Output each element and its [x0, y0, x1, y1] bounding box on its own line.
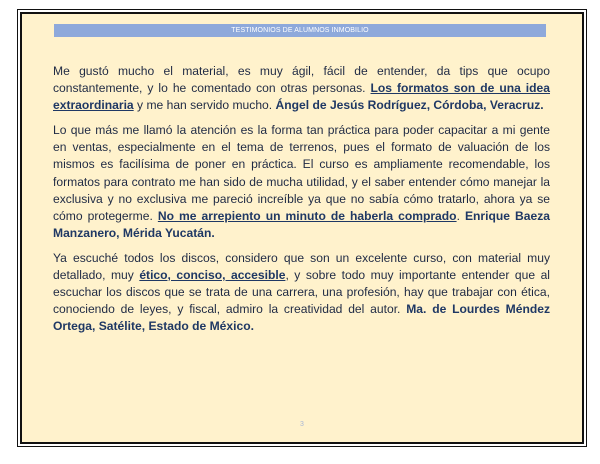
document-header: TESTIMONIOS DE ALUMNOS INMOBILIO — [54, 24, 546, 37]
testimonials-body — [53, 63, 550, 343]
testimonial-text: Ya escuché todos los discos, considero que son un excelente curso, con material muy detallado, muy — [53, 250, 550, 283]
testimonial-paragraph-1 — [53, 63, 550, 114]
page-frame — [20, 12, 584, 444]
testimonial-text: , y sobre todo muy importante entender que al escuchar los discos que se trata de una carrera, una profesión, hay que trabajar con ética, conociendo de leyes, y fiscal, admiro la creatividad del autor. — [53, 268, 550, 317]
testimonial-text: . — [456, 208, 465, 223]
testimonial-highlight: No me arrepiento un minuto de haberla comprado — [157, 208, 457, 223]
testimonial-text: Lo que más me llamó la atención es la forma tan práctica para poder capacitar a mi gente en ventas, especialmente en el tema de terrenos, pues el formato de valuación de los mismos es facilísima de poner en práctica. El curso es ampliamente recomendable, los formatos para contrato me han sido de mucha utilidad, y el saber entender cómo manejar la exclusiva y no exclusiva me pareció increíble ya que no sabía cómo tratarlo, ahora ya se cómo protegerme. — [53, 123, 550, 223]
testimonial-highlight: Los formatos son de una idea extraordinaria — [53, 81, 550, 113]
testimonial-author: Ángel de Jesús Rodríguez, Córdoba, Veracruz. — [275, 98, 544, 113]
testimonial-paragraph-3 — [53, 250, 550, 335]
testimonial-author: Ma. de Lourdes Méndez Ortega, Satélite, Estado de México. — [53, 302, 550, 334]
testimonial-paragraph-2 — [53, 122, 550, 242]
testimonial-highlight: ético, conciso, accesible — [139, 268, 286, 283]
testimonial-text: y me han servido mucho. — [133, 98, 276, 113]
page-number: 3 — [300, 421, 304, 428]
testimonial-author: Enrique Baeza Manzanero, Mérida Yucatán. — [53, 208, 550, 240]
testimonial-text: Me gustó mucho el material, es muy ágil, fácil de entender, da tips que ocupo constantemente, y lo he comentado con otras personas. — [53, 64, 550, 96]
